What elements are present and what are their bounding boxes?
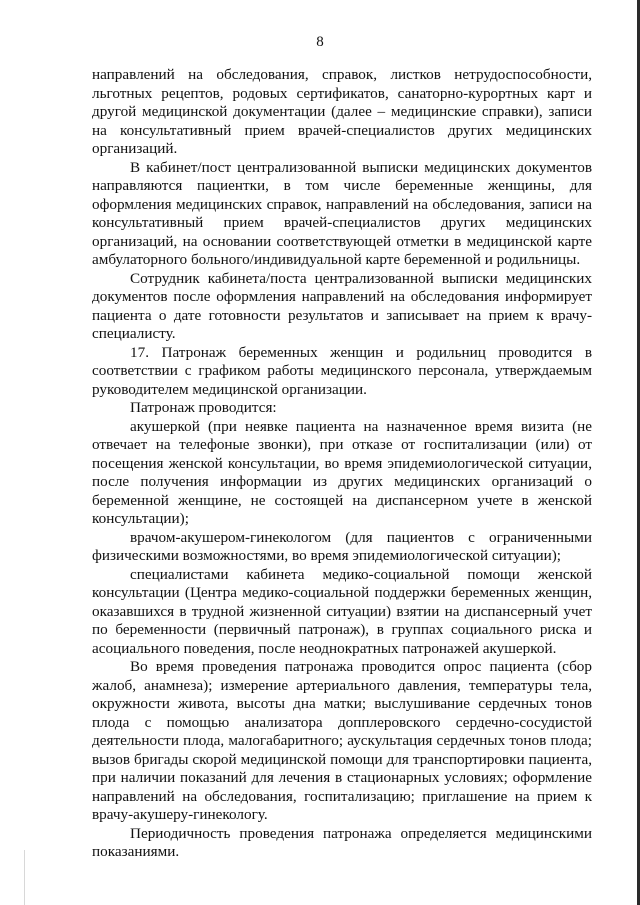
paragraph-section-17: 17. Патронаж беременных женщин и родильниц проводится в соответствии с графиком работы медицинского персонала, утверждаемым руководителем медицинской организации. bbox=[92, 343, 592, 398]
paragraph-obstetrician: врачом-акушером-гинекологом (для пациентов с ограниченными физическими возможностями, во время эпидемиологической ситуации); bbox=[92, 528, 592, 564]
paragraph-patronage-procedure: Во время проведения патронажа проводится опрос пациента (сбор жалоб, анамнеза); измерение артериального давления, температуры тела, окружности живота, высоты дна матки; выслушивание сердечных тонов плода с помощью анализатора допплеровского сердечно-сосудистой деятельности плода, малогабаритного; аускультация сердечных тонов плода; вызов бригады скорой медицинской помощи для транспортировки пациента, при наличии показаний для лечения в стационарных условиях; оформление направлений на обследования, госпитализацию; приглашение на прием к врачу-акушеру-гинекологу. bbox=[92, 658, 592, 823]
paragraph-periodicity: Периодичность проведения патронажа определяется медицинскими показаниями. bbox=[92, 824, 592, 860]
scan-artifact bbox=[24, 850, 25, 905]
page-number: 8 bbox=[316, 34, 324, 50]
paragraph-centralized-office: В кабинет/пост централизованной выписки медицинских документов направляются пациентки, в том числе беременные женщины, для оформления медицинских справок, направлений на обследования, записи на консультативный прием врачей-специалистов других медицинских организаций, на основании соответствующей отметки в медицинской карте амбулаторного больного/индивидуальной карте беременной и родильницы. bbox=[92, 158, 592, 268]
paragraph-office-staff: Сотрудник кабинета/поста централизованной выписки медицинских документов после оформления направлений на обследования информирует пациента о дате готовности результатов и записывает на прием к врачу-специалисту. bbox=[92, 269, 592, 342]
paragraph-midwife: акушеркой (при неявке пациента на назначенное время визита (не отвечает на телефоные звонки), при отказе от госпитализации (или) от посещения женской консультации, во время эпидемиологической ситуации, после получения информации из других медицинских организаций о беременной женщине, не состоящей на диспансерном учете в женской консультации); bbox=[92, 417, 592, 527]
document-body bbox=[92, 66, 592, 862]
paragraph-patronage-intro: Патронаж проводится: bbox=[130, 399, 277, 416]
paragraph-referrals-continued: направлений на обследования, справок, листков нетрудоспособности, льготных рецептов, родовых сертификатов, санаторно-курортных карт и другой медицинской документации (далее – медицинские справки), записи на консультативный прием врачей-специалистов других медицинских организаций. bbox=[92, 66, 592, 157]
paragraph-social-specialists: специалистами кабинета медико-социальной помощи женской консультации (Центра медико-социальной поддержки беременных женщин, оказавшихся в трудной жизненной ситуации) взятии на диспансерный учет по беременности (первичный патронаж), в группах социального риска и асоциального поведения, после неоднократных патронажей акушеркой. bbox=[92, 565, 592, 657]
